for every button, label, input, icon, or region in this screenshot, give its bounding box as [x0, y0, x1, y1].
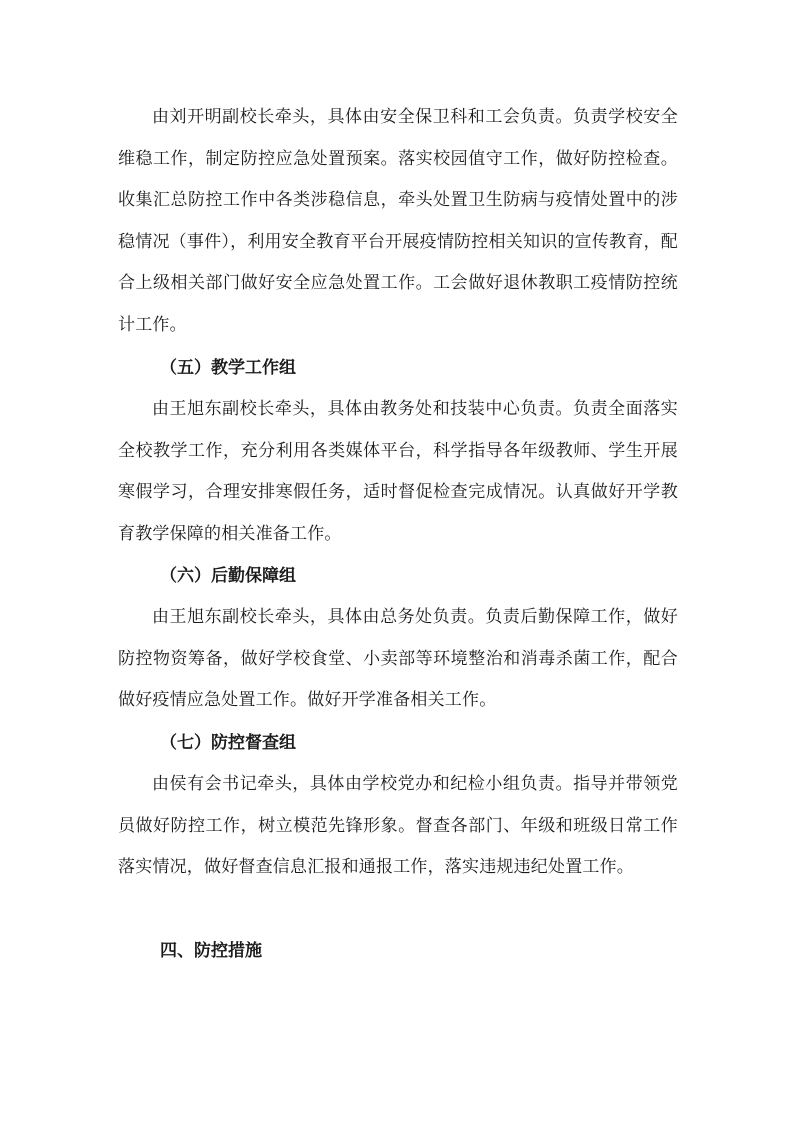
heading-logistics-group: （六）后勤保障组	[160, 566, 296, 586]
heading-control-measures: 四、防控措施	[160, 941, 262, 961]
paragraph-teaching-group: 由王旭东副校长牵头，具体由教务处和技装中心负责。负责全面落实全校教学工作，充分利用各类媒体平台，科学指导各年级教师、学生开展寒假学习，合理安排寒假任务，适时督促检查完成情况。认真做好开学教育教学保障的相关准备工作。	[118, 399, 678, 544]
heading-supervision-group: （七）防控督查组	[160, 733, 296, 753]
paragraph-security-group: 由刘开明副校长牵头，具体由安全保卫科和工会负责。负责学校安全维稳工作，制定防控应急处置预案。落实校园值守工作，做好防控检查。收集汇总防控工作中各类涉稳信息，牵头处置卫生防病与疫情处置中的涉稳情况（事件），利用安全教育平台开展疫情防控相关知识的宣传教育，配合上级相关部门做好安全应急处置工作。工会做好退休教职工疫情防控统计工作。	[118, 107, 678, 335]
paragraph-logistics-group: 由王旭东副校长牵头，具体由总务处负责。负责后勤保障工作，做好防控物资筹备，做好学校食堂、小卖部等环境整治和消毒杀菌工作，配合做好疫情应急处置工作。做好开学准备相关工作。	[118, 607, 678, 711]
paragraph-supervision-group: 由侯有会书记牵头，具体由学校党办和纪检小组负责。指导并带领党员做好防控工作，树立模范先锋形象。督查各部门、年级和班级日常工作落实情况，做好督查信息汇报和通报工作，落实违规违纪处置工作。	[118, 774, 678, 878]
heading-teaching-group: （五）教学工作组	[160, 358, 296, 378]
